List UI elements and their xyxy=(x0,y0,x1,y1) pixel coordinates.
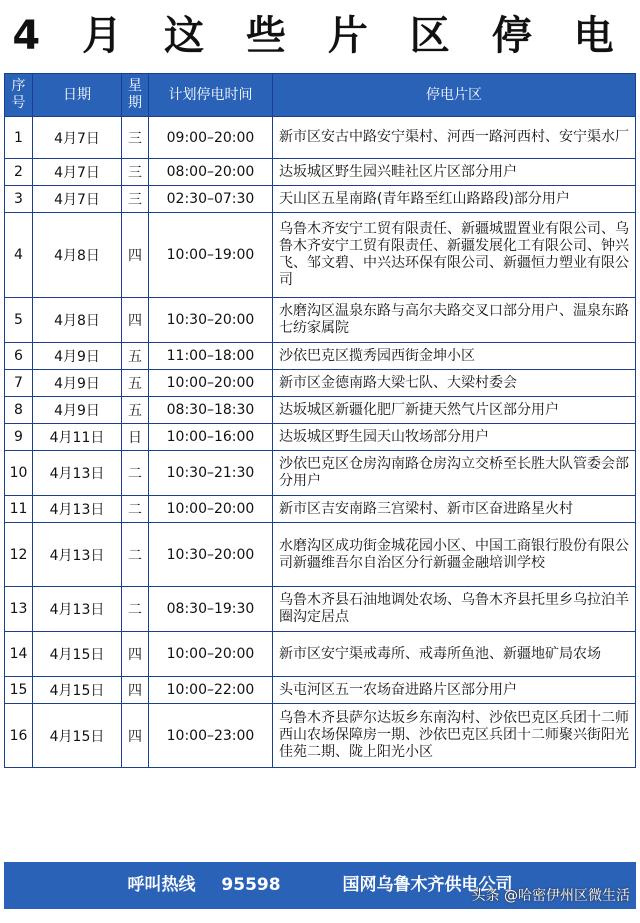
table-row xyxy=(5,451,636,496)
cell-time: 10:00–20:00 xyxy=(149,632,273,677)
cell-time: 08:00–20:00 xyxy=(149,159,273,186)
cell-date: 4月9日 xyxy=(33,370,122,397)
hotline-text: 呼叫热线 95598 xyxy=(127,875,281,895)
table-header-row xyxy=(5,74,636,117)
cell-date: 4月7日 xyxy=(33,186,122,213)
cell-time: 10:30–21:30 xyxy=(149,451,273,496)
cell-weekday: 四 xyxy=(122,298,149,343)
cell-weekday: 四 xyxy=(122,704,149,768)
cell-no: 11 xyxy=(5,496,33,523)
cell-no: 15 xyxy=(5,677,33,704)
cell-no: 6 xyxy=(5,343,33,370)
table-row xyxy=(5,587,636,632)
table-row xyxy=(5,523,636,587)
cell-area: 新市区安宁渠戒毒所、戒毒所鱼池、新疆地矿局农场 xyxy=(273,632,636,677)
cell-date: 4月15日 xyxy=(33,632,122,677)
page-title: 4 月 这 些 片 区 停 电 xyxy=(12,13,628,59)
cell-no: 9 xyxy=(5,424,33,451)
cell-date: 4月11日 xyxy=(33,424,122,451)
table-row xyxy=(5,704,636,768)
cell-date: 4月8日 xyxy=(33,213,122,298)
cell-time: 10:00–19:00 xyxy=(149,213,273,298)
cell-time: 10:00–20:00 xyxy=(149,370,273,397)
cell-area: 乌鲁木齐县萨尔达坂乡东南沟村、沙依巴克区兵团十二师西山农场保障房一期、沙依巴克区兵团十二师聚兴街阳光佳苑二期、陇上阳光小区 xyxy=(273,704,636,768)
table-row xyxy=(5,213,636,298)
cell-area: 达坂城区野生园兴畦社区片区部分用户 xyxy=(273,159,636,186)
cell-area: 乌鲁木齐县石油地调处农场、乌鲁木齐县托里乡乌拉泊羊圈沟定居点 xyxy=(273,587,636,632)
cell-weekday: 二 xyxy=(122,451,149,496)
cell-date: 4月9日 xyxy=(33,397,122,424)
cell-area: 沙依巴克区仓房沟南路仓房沟立交桥至长胜大队管委会部分用户 xyxy=(273,451,636,496)
header-weekday: 星期 xyxy=(122,74,149,117)
table-row xyxy=(5,632,636,677)
cell-time: 10:00–23:00 xyxy=(149,704,273,768)
table-row xyxy=(5,298,636,343)
cell-time: 09:00–20:00 xyxy=(149,117,273,159)
cell-date: 4月7日 xyxy=(33,117,122,159)
cell-no: 13 xyxy=(5,587,33,632)
cell-weekday: 三 xyxy=(122,159,149,186)
outage-table xyxy=(4,73,636,768)
cell-no: 3 xyxy=(5,186,33,213)
table-row xyxy=(5,159,636,186)
cell-date: 4月13日 xyxy=(33,496,122,523)
cell-weekday: 三 xyxy=(122,186,149,213)
cell-no: 12 xyxy=(5,523,33,587)
cell-no: 4 xyxy=(5,213,33,298)
cell-weekday: 日 xyxy=(122,424,149,451)
cell-no: 2 xyxy=(5,159,33,186)
cell-date: 4月13日 xyxy=(33,523,122,587)
table-row xyxy=(5,397,636,424)
cell-no: 5 xyxy=(5,298,33,343)
cell-time: 08:30–18:30 xyxy=(149,397,273,424)
table-row xyxy=(5,186,636,213)
company-text: 国网乌鲁木齐供电公司 xyxy=(342,875,513,895)
cell-weekday: 二 xyxy=(122,523,149,587)
cell-no: 8 xyxy=(5,397,33,424)
cell-time: 10:00–22:00 xyxy=(149,677,273,704)
table-row xyxy=(5,370,636,397)
cell-date: 4月13日 xyxy=(33,451,122,496)
cell-time: 02:30–07:30 xyxy=(149,186,273,213)
cell-weekday: 五 xyxy=(122,370,149,397)
cell-no: 16 xyxy=(5,704,33,768)
cell-time: 10:00–16:00 xyxy=(149,424,273,451)
cell-time: 11:00–18:00 xyxy=(149,343,273,370)
cell-no: 1 xyxy=(5,117,33,159)
cell-weekday: 二 xyxy=(122,587,149,632)
table-row xyxy=(5,677,636,704)
watermark-text: 头条 @哈密伊州区微生活 xyxy=(471,888,630,904)
cell-area: 天山区五星南路(青年路至红山路路段)部分用户 xyxy=(273,186,636,213)
cell-area: 水磨沟区成功街金城花园小区、中国工商银行股份有限公司新疆维吾尔自治区分行新疆金融培训学校 xyxy=(273,523,636,587)
cell-date: 4月8日 xyxy=(33,298,122,343)
cell-no: 10 xyxy=(5,451,33,496)
cell-no: 7 xyxy=(5,370,33,397)
cell-area: 达坂城区新疆化肥厂新捷天然气片区部分用户 xyxy=(273,397,636,424)
table-row xyxy=(5,424,636,451)
cell-area: 水磨沟区温泉东路与高尔夫路交叉口部分用户、温泉东路七纺家属院 xyxy=(273,298,636,343)
cell-area: 达坂城区野生园天山牧场部分用户 xyxy=(273,424,636,451)
cell-date: 4月15日 xyxy=(33,704,122,768)
cell-date: 4月7日 xyxy=(33,159,122,186)
cell-weekday: 三 xyxy=(122,117,149,159)
cell-area: 新市区吉安南路三宫梁村、新市区奋进路星火村 xyxy=(273,496,636,523)
cell-no: 14 xyxy=(5,632,33,677)
cell-area: 新市区安古中路安宁渠村、河西一路河西村、安宁渠水厂 xyxy=(273,117,636,159)
cell-weekday: 五 xyxy=(122,397,149,424)
header-date: 日期 xyxy=(33,74,122,117)
cell-weekday: 四 xyxy=(122,677,149,704)
cell-weekday: 五 xyxy=(122,343,149,370)
cell-area: 头屯河区五一农场奋进路片区部分用户 xyxy=(273,677,636,704)
cell-date: 4月15日 xyxy=(33,677,122,704)
cell-time: 10:30–20:00 xyxy=(149,298,273,343)
cell-date: 4月9日 xyxy=(33,343,122,370)
cell-weekday: 二 xyxy=(122,496,149,523)
cell-time: 08:30–19:30 xyxy=(149,587,273,632)
header-time: 计划停电时间 xyxy=(149,74,273,117)
header-area: 停电片区 xyxy=(273,74,636,117)
cell-area: 沙依巴克区揽秀园西街金坤小区 xyxy=(273,343,636,370)
table-row xyxy=(5,496,636,523)
header-no: 序号 xyxy=(5,74,33,117)
table-row xyxy=(5,343,636,370)
cell-time: 10:30–20:00 xyxy=(149,523,273,587)
cell-time: 10:00–20:00 xyxy=(149,496,273,523)
cell-weekday: 四 xyxy=(122,213,149,298)
cell-date: 4月13日 xyxy=(33,587,122,632)
cell-area: 乌鲁木齐安宁工贸有限责任、新疆城盟置业有限公司、乌鲁木齐安宁工贸有限责任、新疆发展化工有限公司、钟兴飞、邹文碧、中兴达环保有限公司、新疆恒力塑业有限公司 xyxy=(273,213,636,298)
cell-weekday: 四 xyxy=(122,632,149,677)
table-row xyxy=(5,117,636,159)
cell-area: 新市区金德南路大梁七队、大梁村委会 xyxy=(273,370,636,397)
